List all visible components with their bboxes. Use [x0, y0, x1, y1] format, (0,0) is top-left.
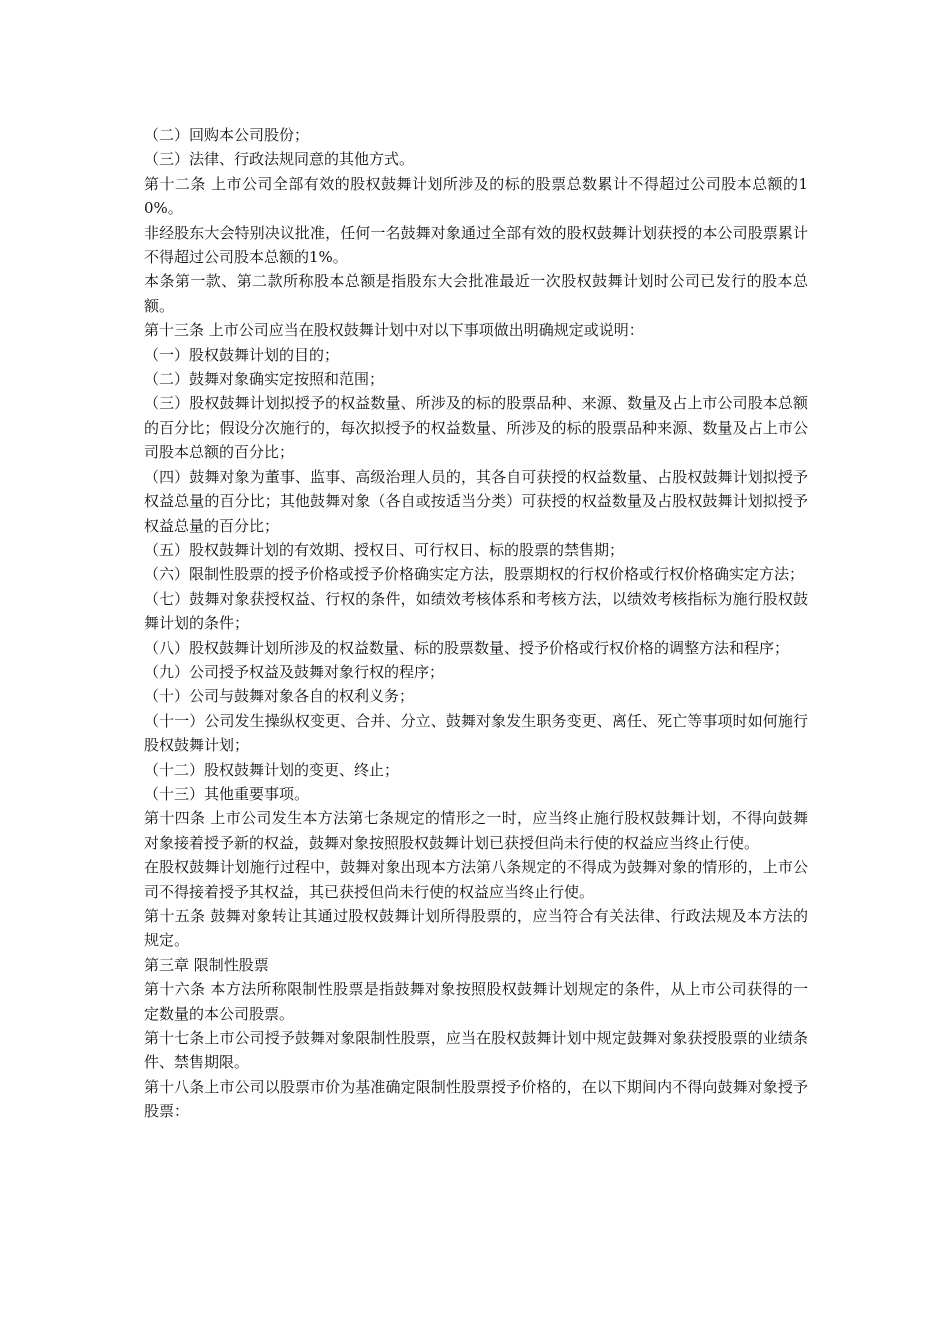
list-item: （八）股权鼓舞计划所涉及的权益数量、标的股票数量、授予价格或行权价格的调整方法和程序；	[144, 638, 790, 657]
list-item: （九）公司授予权益及鼓舞对象行权的程序；	[144, 662, 445, 681]
article-12: 第十二条 上市公司全部有效的股权鼓舞计划所涉及的标的股票总数累计不得超过公司股本总额的10%。	[144, 174, 808, 218]
list-item: （七）鼓舞对象获授权益、行权的条件，如绩效考核体系和考核方法，以绩效考核指标为施行股权鼓舞计划的条件；	[144, 589, 808, 633]
list-item: （十一）公司发生操纵权变更、合并、分立、鼓舞对象发生职务变更、离任、死亡等事项时如何施行股权鼓舞计划；	[144, 711, 808, 755]
article-15: 第十五条 鼓舞对象转让其通过股权鼓舞计划所得股票的，应当符合有关法律、行政法规及本方法的规定。	[144, 907, 808, 950]
list-item: （一）股权鼓舞计划的目的；	[144, 345, 340, 364]
article-17: 第十七条上市公司授予鼓舞对象限制性股票，应当在股权鼓舞计划中规定鼓舞对象获授股票的业绩条件、禁售期限。	[144, 1029, 808, 1072]
list-item: （五）股权鼓舞计划的有效期、授权日、可行权日、标的股票的禁售期；	[144, 540, 625, 559]
document-page	[144, 123, 808, 1124]
article-18: 第十八条上市公司以股票市价为基准确定限制性股票授予价格的，在以下期间内不得向鼓舞对象授予股票：	[144, 1077, 808, 1121]
paragraph: 在股权鼓舞计划施行过程中，鼓舞对象出现本方法第八条规定的不得成为鼓舞对象的情形的，上市公司不得接着授予其权益，其已获授但尚未行使的权益应当终止行使。	[144, 858, 808, 901]
article-14: 第十四条 上市公司发生本方法第七条规定的情形之一时，应当终止施行股权鼓舞计划，不得向鼓舞对象接着授予新的权益，鼓舞对象按照股权鼓舞计划已获授但尚未行使的权益应当终止行使。	[144, 809, 808, 852]
list-item: （十）公司与鼓舞对象各自的权利义务；	[144, 687, 415, 706]
paragraph: （三）法律、行政法规同意的其他方式。	[144, 150, 415, 169]
article-13: 第十三条 上市公司应当在股权鼓舞计划中对以下事项做出明确规定或说明：	[144, 321, 644, 340]
list-item: （二）鼓舞对象确实定按照和范围；	[144, 370, 385, 389]
list-item: （三）股权鼓舞计划拟授予的权益数量、所涉及的标的股票品种、来源、数量及占上市公司股本总额的百分比；假设分次施行的，每次拟授予的权益数量、所涉及的标的股票品种来源、数量及占上市公司股本总额的百分比；	[144, 394, 808, 462]
paragraph: 本条第一款、第二款所称股本总额是指股东大会批准最近一次股权鼓舞计划时公司已发行的股本总额。	[144, 272, 808, 315]
list-item: （十二）股权鼓舞计划的变更、终止；	[144, 760, 400, 779]
list-item: （四）鼓舞对象为董事、监事、高级治理人员的，其各自可获授的权益数量、占股权鼓舞计划拟授予权益总量的百分比；其他鼓舞对象（各自或按适当分类）可获授的权益数量及占股权鼓舞计划拟授予权益总量的百分比；	[144, 467, 808, 535]
paragraph: （二）回购本公司股份；	[144, 126, 310, 144]
article-16: 第十六条 本方法所称限制性股票是指鼓舞对象按照股权鼓舞计划规定的条件，从上市公司获得的一定数量的本公司股票。	[144, 980, 808, 1023]
list-item: （六）限制性股票的授予价格或授予价格确实定方法，股票期权的行权价格或行权价格确实定方法；	[144, 565, 805, 584]
paragraph: 非经股东大会特别决议批准，任何一名鼓舞对象通过全部有效的股权鼓舞计划获授的本公司股票累计不得超过公司股本总额的1%。	[144, 223, 808, 267]
list-item: （十三）其他重要事项。	[144, 784, 310, 803]
chapter-heading: 第三章 限制性股票	[144, 955, 269, 974]
